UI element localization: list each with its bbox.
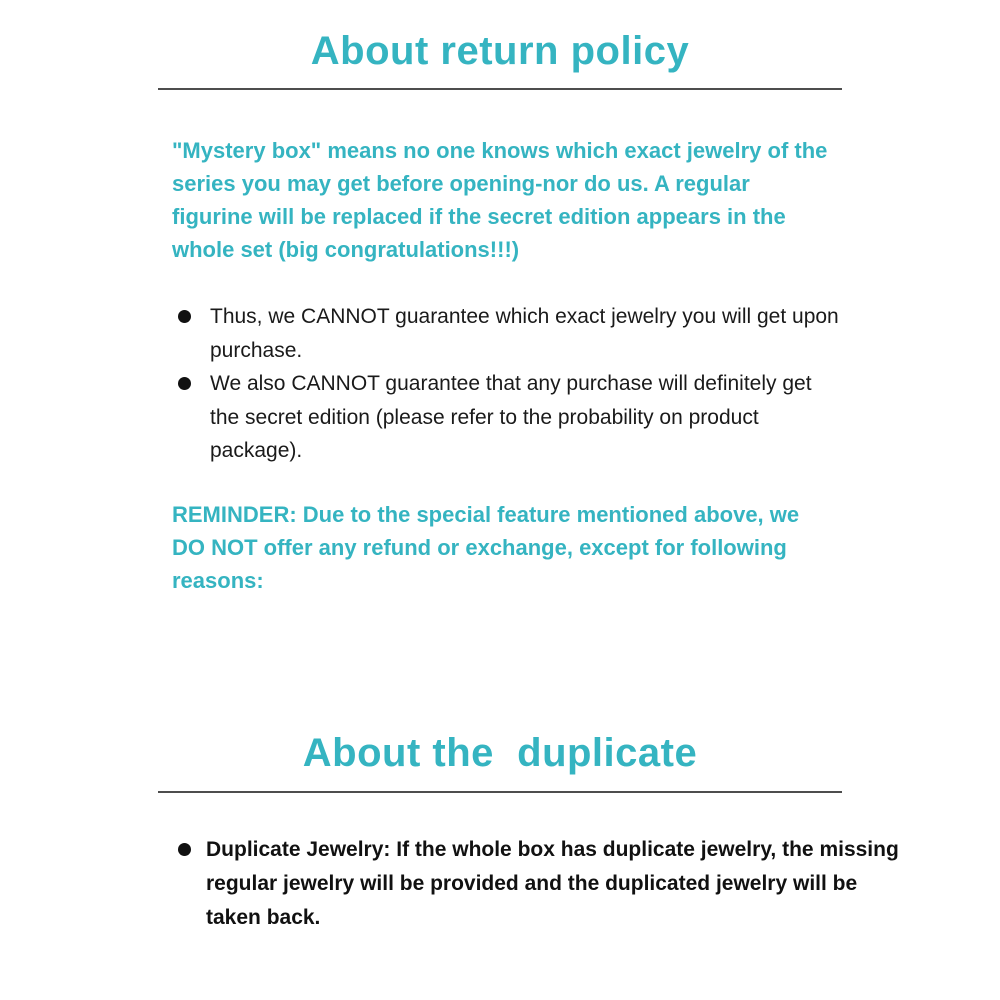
list-item: [158, 300, 842, 367]
bullet-text: Duplicate Jewelry: If the whole box has duplicate jewelry, the missing regular jewelry will be provided and the duplicated jewelry will be taken back.: [206, 837, 899, 929]
mystery-box-intro-paragraph: "Mystery box" means no one knows which exact jewelry of the series you may get before opening-nor do us. A regular figurine will be replaced if the secret edition appears in the whole set (big congratulations!!!): [172, 138, 828, 262]
list-item: [158, 367, 842, 468]
bullet-icon: [178, 310, 191, 323]
bullet-text: Thus, we CANNOT guarantee which exact jewelry you will get upon purchase.: [210, 305, 839, 362]
reminder-text: Due to the special feature mentioned above, we DO NOT offer any refund or exchange, except for following reasons:: [172, 501, 800, 593]
reminder-paragraph: [172, 498, 836, 597]
divider-duplicate: [158, 791, 842, 793]
section-title-duplicate: About the duplicate: [302, 730, 698, 775]
page-content: [158, 0, 899, 935]
bullet-text: We also CANNOT guarantee that any purchase will definitely get the secret edition (please refer to the probability on product package).: [210, 372, 812, 462]
bullet-icon: [178, 377, 191, 390]
return-policy-bullet-list: [158, 300, 842, 468]
divider-return-policy: [158, 88, 842, 90]
duplicate-bullet-list: [158, 833, 899, 935]
section-title-return-policy: About return policy: [310, 29, 690, 73]
list-item: [158, 833, 906, 935]
bullet-icon: [178, 843, 191, 856]
reminder-label: REMINDER:: [172, 501, 297, 527]
